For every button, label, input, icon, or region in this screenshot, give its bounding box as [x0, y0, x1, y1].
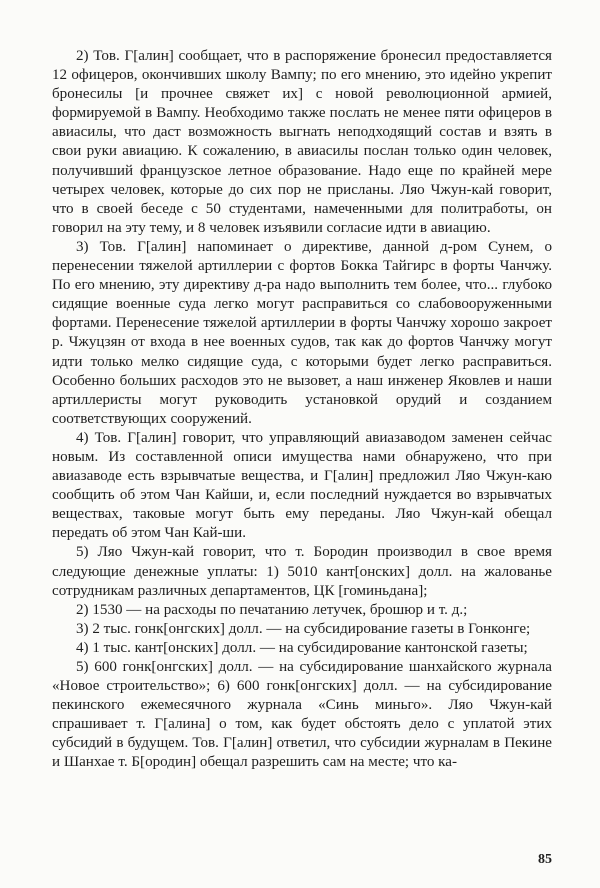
paragraph-2-bronesily: 2) Тов. Г[алин] сообщает, что в распоряжение бронесил предоставляется 12 офицеров, окончивших школу Вампу; по его мнению, это идейно укрепит бронесилы [и прочнее свяжет их] с новой революционной армией, формируемой в Вампу. Необходимо также послать не менее пяти офицеров в авиасилы, что даст возможность выгнать неподходящий состав и взять в свои руки авиацию. К сожалению, в авиасилы послан только один человек, получивший французское летное образование. Надо еще по крайней мере четырех человек, которые до сих пор не присланы. Ляо Чжун-кай говорит, что в своей беседе с 50 студентами, намеченными для политработы, он говорил на эту тему, и 8 человек изъявили согласие идти в авиацию.	[52, 48, 552, 236]
payment-item-4: 4) 1 тыс. кант[онских] долл. — на субсидирование кантонской газеты;	[76, 639, 528, 656]
body-text	[52, 47, 552, 773]
page-number: 85	[538, 852, 552, 867]
paragraph-4-aviazavod: 4) Тов. Г[алин] говорит, что управляющий авиазаводом заменен сейчас новым. Из составленной описи имущества нами обнаружено, что при авиазаводе есть взрывчатые вещества, и Г[алин] предложил Ляо Чжун-каю сообщить об этом Чан Кайши, и, если последний нуждается во взрывчатых веществах, таковые могут быть ему переданы. Ляо Чжун-кай обещал передать об этом Чан Кай-ши.	[52, 429, 552, 542]
paragraph-3-artillery: 3) Тов. Г[алин] напоминает о директиве, данной д-ром Сунем, о перенесении тяжелой артиллерии с фортов Бокка Тайгирс в форты Чанчжу. По его мнению, эту директиву д-ра надо выполнить тем более, что... глубоко сидящие военные суда легко могут расправиться со слабовооруженными фортами. Перенесение тяжелой артиллерии в форты Чанчжу хорошо закроет р. Чжуцзян от входа в нее военных судов, так как до фортов Чанчжу могут идти только мелко сидящие суда, с которыми будет легко расправиться. Особенно больших расходов это не вызовет, а наш инженер Яковлев и наши артиллеристы могут руководить установкой орудий и созданием соответствующих сооружений.	[52, 238, 552, 427]
paragraph-5-payments: 5) Ляо Чжун-кай говорит, что т. Бородин производил в свое время следующие денежные уплаты: 1) 5010 кант[онских] долл. на жалованье сотрудникам различных департаментов, ЦК [гоминьдана];	[52, 544, 552, 599]
payment-item-2: 2) 1530 — на расходы по печатанию летучек, брошюр и т. д.;	[76, 601, 468, 618]
payment-item-3: 3) 2 тыс. гонк[онгских] долл. — на субсидирование газеты в Гонконге;	[76, 620, 531, 637]
payment-item-5-6: 5) 600 гонк[онгских] долл. — на субсидирование шанхайского журнала «Новое строительство»; 6) 600 гонк[онгских] долл. — на субсидирование пекинского ежемесячного журнала «Синь миньго». Ляо Чжун-кай спрашивает т. Г[алина] о том, как будет обстоять дело с уплатой этих субсидий в будущем. Тов. Г[алин] ответил, что субсидии журналам в Пекине и Шанхае т. Б[ородин] обещал разрешить сам на месте; что ка-	[52, 659, 552, 771]
